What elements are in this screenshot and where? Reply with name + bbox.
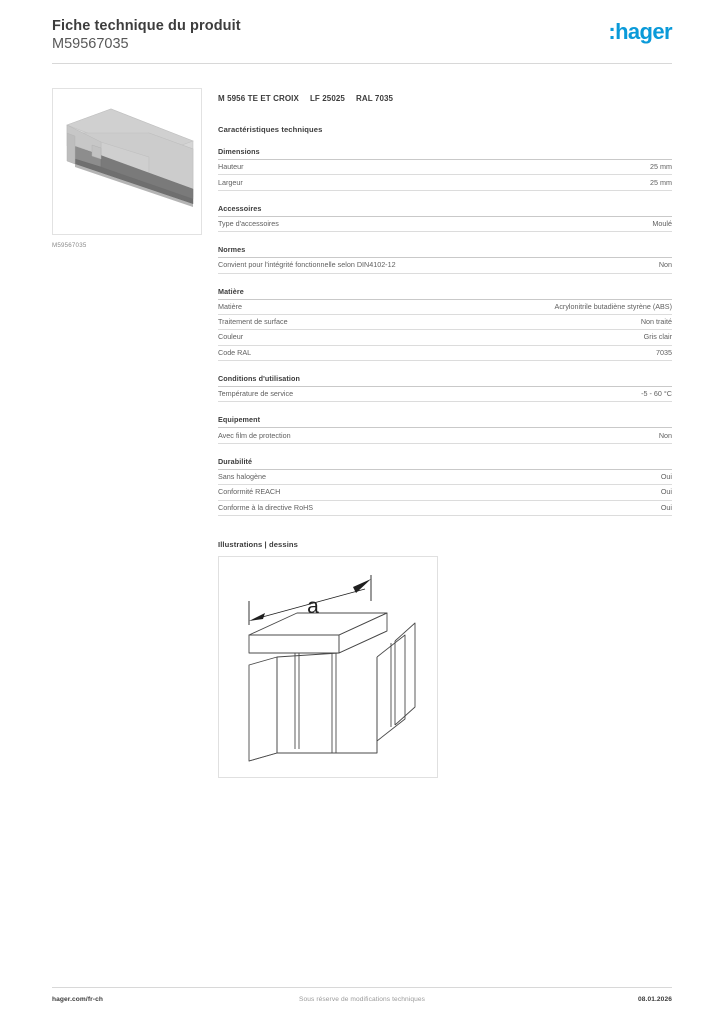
footer-divider	[52, 987, 672, 988]
spec-label: Sans halogène	[218, 471, 266, 481]
spec-row	[218, 160, 672, 175]
spec-row	[218, 485, 672, 500]
spec-label: Traitement de surface	[218, 317, 288, 327]
spec-value: Acrylonitrile butadiène styrène (ABS)	[554, 301, 672, 311]
document-reference: M59567035	[52, 36, 129, 52]
spec-group-title: Normes	[218, 245, 672, 258]
spec-row	[218, 175, 672, 190]
dimension-arrow-right-icon	[353, 579, 371, 593]
drawing-section	[218, 540, 672, 778]
dimension-arrow-left-icon	[249, 613, 265, 621]
page-footer	[52, 996, 672, 1010]
spec-group-title: Accessoires	[218, 204, 672, 217]
spec-label: Type d'accessoires	[218, 218, 279, 228]
product-name	[218, 94, 672, 103]
page-title: Fiche technique du produit	[52, 18, 241, 34]
spec-row	[218, 346, 672, 361]
spec-value: Oui	[660, 502, 672, 512]
product-photo-channel-profile-icon	[53, 89, 201, 234]
spec-row	[218, 428, 672, 443]
spec-row	[218, 387, 672, 402]
spec-value: Oui	[660, 471, 672, 481]
main-content	[218, 88, 672, 778]
product-photo-frame	[52, 88, 202, 235]
spec-row	[218, 258, 672, 273]
spec-group	[218, 457, 672, 516]
spec-row	[218, 315, 672, 330]
spec-row	[218, 330, 672, 345]
technical-drawing-tee-cross-icon	[219, 557, 437, 777]
spec-value: 25 mm	[650, 177, 672, 187]
spec-group-title: Dimensions	[218, 147, 672, 160]
spec-label: Conforme à la directive RoHS	[218, 502, 314, 512]
spec-label: Convient pour l'intégrité fonctionnelle selon DIN4102-12	[218, 260, 396, 270]
product-name-ral: RAL 7035	[355, 94, 394, 103]
footer-disclaimer: Sous réserve de modifications techniques	[298, 996, 426, 1003]
spec-label: Hauteur	[218, 162, 244, 172]
spec-label: Largeur	[218, 177, 243, 187]
spec-value: 25 mm	[650, 162, 672, 172]
drawing-frame	[218, 556, 438, 778]
spec-label: Couleur	[218, 332, 244, 342]
spec-group-title: Matière	[218, 287, 672, 300]
spec-group	[218, 147, 672, 191]
product-name-type: LF 25025	[309, 94, 345, 103]
header-divider	[52, 63, 672, 64]
footer-date: 08.01.2026	[637, 996, 672, 1003]
spec-group-title: Equipement	[218, 415, 672, 428]
spec-label: Conformité REACH	[218, 487, 281, 497]
spec-label: Avec film de protection	[218, 430, 291, 440]
drawing-section-title: Illustrations | dessins	[218, 539, 298, 549]
spec-group-title: Durabilité	[218, 457, 672, 470]
spec-row	[218, 501, 672, 516]
spec-group	[218, 245, 672, 273]
specs-table	[218, 147, 672, 516]
product-photo-column	[52, 88, 204, 249]
spec-label: Code RAL	[218, 347, 252, 357]
spec-group-title: Conditions d'utilisation	[218, 374, 672, 387]
spec-label: Matière	[218, 301, 242, 311]
hager-logo: :hager	[608, 19, 672, 44]
product-name-designation: M 5956 TE ET CROIX	[218, 94, 299, 103]
spec-value: Oui	[660, 487, 672, 497]
spec-group	[218, 204, 672, 232]
specs-section-title: Caractéristiques techniques	[218, 125, 323, 134]
spec-label: Température de service	[218, 389, 294, 399]
spec-value: Moulé	[652, 218, 672, 228]
dimension-label-a: a	[307, 594, 319, 618]
spec-value: Gris clair	[643, 332, 672, 342]
product-photo-caption: M59567035	[52, 242, 87, 249]
page-header	[52, 18, 672, 64]
spec-value: Non	[658, 260, 672, 270]
spec-group	[218, 415, 672, 443]
spec-row	[218, 300, 672, 315]
spec-value: 7035	[656, 347, 672, 357]
spec-row	[218, 217, 672, 232]
spec-value: Non traité	[640, 317, 672, 327]
spec-value: -5 - 60 °C	[641, 389, 672, 399]
footer-website[interactable]: hager.com/fr-ch	[52, 996, 103, 1003]
spec-group	[218, 287, 672, 362]
spec-group	[218, 374, 672, 402]
spec-value: Non	[658, 430, 672, 440]
spec-row	[218, 470, 672, 485]
